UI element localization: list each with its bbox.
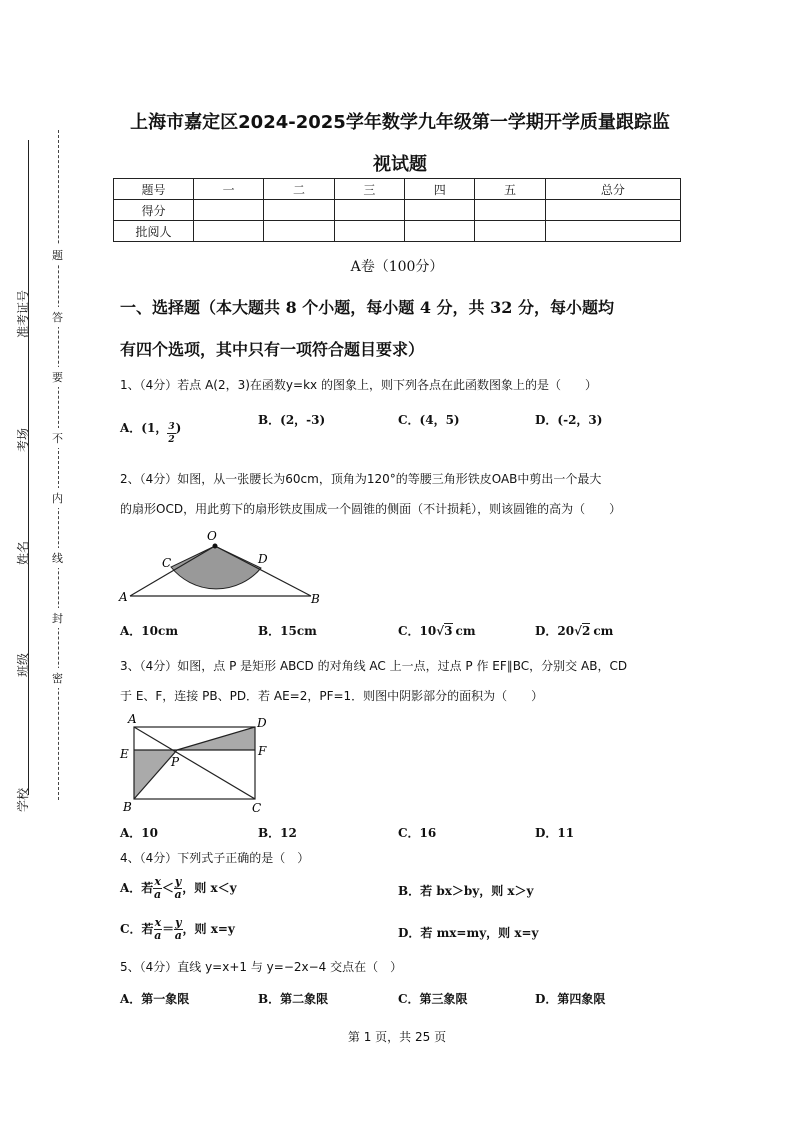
- sqrt-icon: √: [574, 624, 582, 638]
- score-cell[interactable]: [194, 221, 264, 242]
- q5-option-a: A．第一象限: [120, 992, 190, 1006]
- fraction-num: y: [175, 916, 182, 929]
- seal-char: 答: [52, 307, 63, 327]
- q5-option-c: C．第三象限: [398, 992, 468, 1006]
- seal-char: 题: [52, 245, 63, 265]
- q1-stem: 1、（4分）若点 A(2，3)在函数y=kx 的图象上，则下列各点在此函数图象上的是（ ）: [120, 378, 597, 392]
- q4-option-b: B．若 bx＞by，则 x＞y: [398, 884, 534, 898]
- page-title-line2: 视试题: [373, 154, 427, 175]
- score-cell[interactable]: [334, 221, 404, 242]
- q1-option-a: [120, 411, 181, 446]
- q4-c-prefix: C．若: [120, 922, 154, 936]
- q2-c-radicand: 3: [444, 624, 453, 638]
- q2-stem-line1: 2、（4分）如图，从一张腰长为60cm，顶角为120°的等腰三角形铁皮OAB中剪出一个最大: [120, 472, 602, 486]
- seal-char: 不: [52, 428, 63, 448]
- fraction-den: a: [174, 929, 182, 942]
- q3-option-d: D．11: [535, 826, 575, 840]
- q5-option-b: B．第二象限: [258, 992, 329, 1006]
- section-a-heading: A卷（100分）: [350, 259, 444, 275]
- q2-c-unit: cm: [455, 624, 476, 638]
- binding-line: [28, 140, 29, 795]
- table-row: [114, 179, 681, 200]
- table-header-cell: 三: [334, 179, 404, 200]
- q2-option-c: [398, 622, 476, 639]
- q2-stem-line2: 的扇形OCD，用此剪下的扇形铁皮围成一个圆锥的侧面（不计损耗），则该圆锥的高为（ ）: [120, 502, 622, 516]
- label-a: A: [119, 590, 128, 604]
- score-cell[interactable]: [405, 200, 475, 221]
- name-label: 姓名: [16, 540, 30, 565]
- label-d: D: [258, 552, 268, 566]
- seal-char: 密: [52, 668, 63, 688]
- fraction-den: a: [154, 888, 162, 901]
- page-title: 上海市嘉定区2024-2025学年数学九年级第一学期开学质量跟踪监: [130, 112, 670, 133]
- q3-stem-line1: 3、（4分）如图，点 P 是矩形 ABCD 的对角线 AC 上一点，过点 P 作 EF∥BC，分别交 AB，CD: [120, 659, 628, 673]
- q3-option-a: A．10: [120, 826, 159, 840]
- score-cell[interactable]: [334, 200, 404, 221]
- q4-a-prefix: A．若: [120, 881, 154, 895]
- table-row: [114, 200, 681, 221]
- q4-option-c: [120, 917, 235, 942]
- q4-option-d: D．若 mx=my，则 x=y: [398, 926, 539, 940]
- table-row: [114, 221, 681, 242]
- fraction-num: y: [174, 875, 182, 888]
- table-header-cell: 四: [405, 179, 475, 200]
- score-cell[interactable]: [475, 200, 545, 221]
- label-b: B: [123, 800, 132, 814]
- q2-d-prefix: D．20: [535, 624, 575, 638]
- point-o: [213, 544, 218, 549]
- q4-option-a: [120, 876, 237, 901]
- q4-a-fraction1: [153, 876, 162, 901]
- label-c: C: [162, 556, 172, 570]
- score-cell[interactable]: [194, 200, 264, 221]
- label-e: E: [120, 747, 129, 761]
- q2-figure: [115, 527, 325, 609]
- table-header-cell: 一: [194, 179, 264, 200]
- label-c: C: [252, 801, 262, 815]
- fraction-den: 2: [168, 435, 175, 445]
- score-cell[interactable]: [545, 200, 680, 221]
- seal-char: 内: [52, 488, 63, 508]
- fraction-num: x: [154, 875, 161, 888]
- table-header-cell: 五: [475, 179, 545, 200]
- score-cell[interactable]: [405, 221, 475, 242]
- table-header-cell: 题号: [114, 179, 194, 200]
- seal-dashed-line: [58, 130, 59, 800]
- q1-a-prefix: A．(1，: [120, 421, 168, 435]
- label-d: D: [257, 716, 267, 730]
- class-label: 班级: [16, 652, 30, 677]
- table-header-cell: 总分: [545, 179, 680, 200]
- score-table: [113, 178, 681, 242]
- seal-char: 线: [52, 548, 63, 568]
- q2-c-prefix: C．10: [398, 624, 437, 638]
- fraction-num: x: [154, 916, 162, 929]
- label-o: O: [207, 529, 217, 543]
- q4-c-suffix: ，则 x=y: [182, 922, 235, 936]
- q4-a-op: ＜: [161, 881, 174, 895]
- q2-option-d: [535, 622, 613, 639]
- label-f: F: [258, 744, 267, 758]
- q1-option-d: D．(-2，3): [535, 413, 603, 427]
- q3-figure: [115, 712, 275, 816]
- q2-d-radicand: 2: [582, 624, 591, 638]
- q4-a-suffix: ，则 x＜y: [182, 881, 237, 895]
- q1-a-suffix: ): [175, 421, 182, 435]
- fraction-den: a: [154, 929, 162, 942]
- table-header-cell: 二: [264, 179, 334, 200]
- section1-heading-line2: 有四个选项，其中只有一项符合题目要求）: [120, 340, 425, 359]
- seal-char: 要: [52, 367, 63, 387]
- score-cell[interactable]: [475, 221, 545, 242]
- q2-d-unit: cm: [593, 624, 614, 638]
- fraction-num: 3: [168, 422, 175, 432]
- label-p: P: [171, 755, 180, 769]
- seal-char: 封: [52, 608, 63, 628]
- exam-room-label: 考场: [16, 427, 30, 452]
- q3-option-b: B．12: [258, 826, 297, 840]
- sector-ocd: [171, 546, 261, 589]
- q1-option-b: B．(2，-3): [258, 413, 326, 427]
- q4-c-fraction1: [154, 917, 163, 942]
- q1-a-fraction: [167, 421, 175, 446]
- label-b: B: [311, 592, 320, 606]
- sqrt-icon: √: [436, 624, 445, 638]
- q4-stem: 4、（4分）下列式子正确的是（ ）: [120, 851, 310, 865]
- section1-heading: 一、选择题（本大题共 8 个小题，每小题 4 分，共 32 分，每小题均: [120, 298, 614, 317]
- school-label: 学校: [16, 787, 30, 812]
- q4-c-fraction2: [174, 917, 182, 942]
- fraction-den: a: [174, 888, 182, 901]
- q3-stem-line2: 于 E、F，连接 PB、PD．若 AE=2，PF=1．则图中阴影部分的面积为（ ）: [120, 689, 544, 703]
- exam-id-label: 准考证号: [16, 289, 30, 338]
- page-footer: 第 1 页，共 25 页: [347, 1030, 447, 1044]
- row-label: 批阅人: [114, 221, 194, 242]
- q5-option-d: D．第四象限: [535, 992, 606, 1006]
- label-a: A: [128, 712, 137, 726]
- q2-option-b: B．15cm: [258, 624, 317, 638]
- q2-option-a: A．10cm: [120, 624, 179, 638]
- row-label: 得分: [114, 200, 194, 221]
- q1-option-c: C．(4，5): [398, 413, 460, 427]
- score-cell[interactable]: [264, 221, 334, 242]
- q4-c-op: ＝: [162, 922, 175, 936]
- score-cell[interactable]: [264, 200, 334, 221]
- q3-option-c: C．16: [398, 826, 437, 840]
- score-cell[interactable]: [545, 221, 680, 242]
- q5-stem: 5、（4分）直线 y=x+1 与 y=−2x−4 交点在（ ）: [120, 960, 403, 974]
